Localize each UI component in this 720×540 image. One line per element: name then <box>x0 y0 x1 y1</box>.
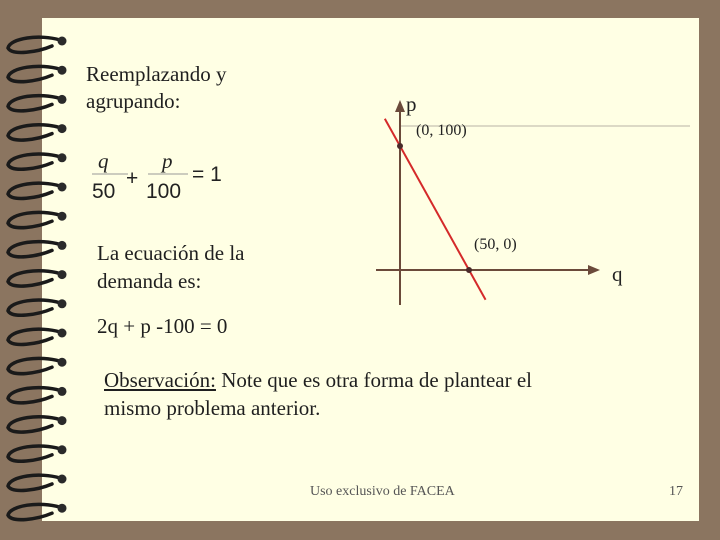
point-50-0 <box>466 267 472 273</box>
formula-numerator-q: q <box>98 149 109 173</box>
observation-line-2: mismo problema anterior. <box>104 396 321 420</box>
demand-line-1: La ecuación de la <box>97 241 245 265</box>
observation-line-1 <box>104 367 532 394</box>
q-axis-label: q <box>612 262 623 286</box>
observation-text-1: Note que es otra forma de plantear el <box>215 368 532 392</box>
formula-denominator-100: 100 <box>146 180 182 203</box>
point-0-100 <box>397 143 403 149</box>
formula-denominator-50: 50 <box>92 180 116 203</box>
heading-line-1: Reemplazando y <box>86 62 227 86</box>
formula-numerator-p: p <box>162 149 173 173</box>
q-axis-arrow <box>588 265 600 275</box>
observation-label: Observación: <box>104 368 216 392</box>
formula-plus: + <box>126 167 139 190</box>
point-label-50-0: (50, 0) <box>474 236 517 253</box>
footer-center: Uso exclusivo de FACEA <box>310 484 455 499</box>
point-label-0-100: (0, 100) <box>416 122 467 139</box>
demand-line-2: demanda es: <box>97 269 202 293</box>
heading-line-2: agrupando: <box>86 89 181 113</box>
formula-rhs: = 1 <box>192 163 222 186</box>
p-axis-arrow <box>395 100 405 112</box>
p-axis-label: p <box>406 92 417 116</box>
page-number: 17 <box>669 484 683 499</box>
demand-equation: 2q + p -100 = 0 <box>97 314 228 338</box>
